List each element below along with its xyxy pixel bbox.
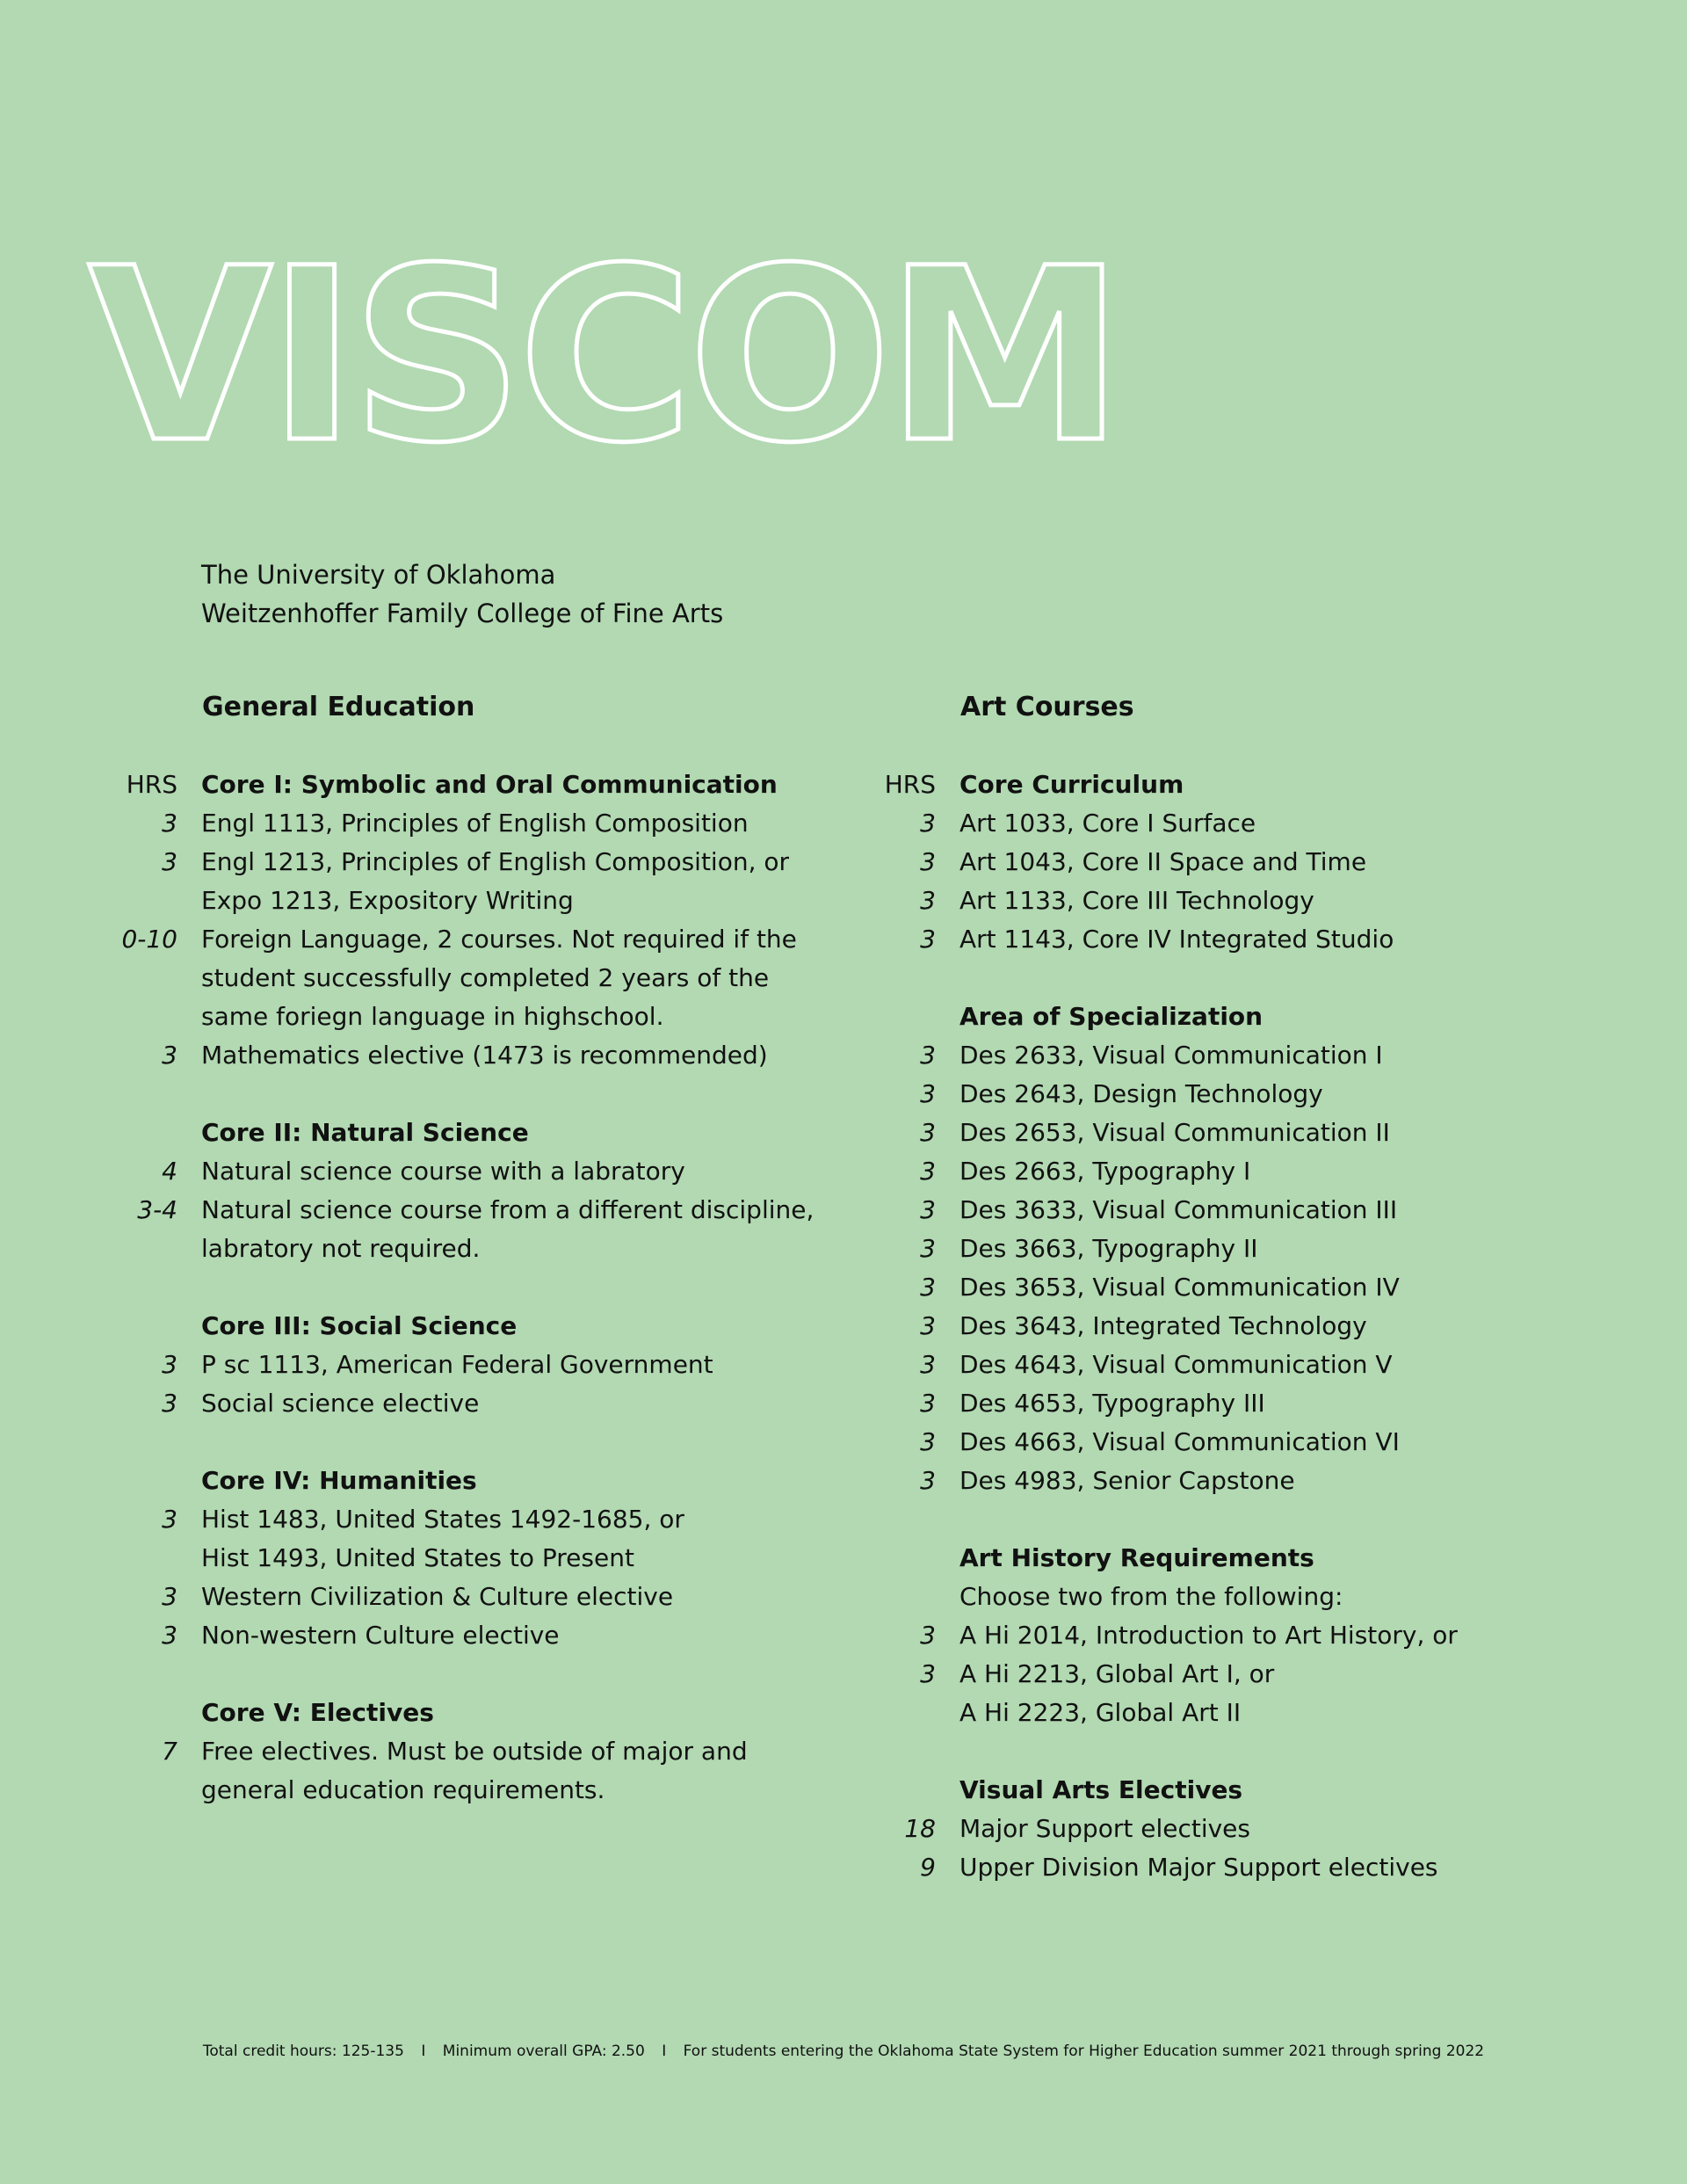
course-text: Des 4643, Visual Communication V bbox=[959, 1350, 1393, 1379]
section-subheading-row bbox=[115, 1694, 836, 1732]
art-courses-list bbox=[873, 765, 1594, 1887]
course-text: P sc 1113, American Federal Government bbox=[201, 1350, 713, 1379]
course-row bbox=[873, 1152, 1594, 1191]
course-row bbox=[873, 1346, 1594, 1384]
credit-hours: 3 bbox=[162, 809, 177, 838]
course-row bbox=[115, 1500, 836, 1539]
section-subheading-row bbox=[873, 998, 1594, 1036]
credit-hours: 3 bbox=[920, 1234, 936, 1263]
course-row bbox=[115, 843, 836, 882]
credit-hours: 3 bbox=[920, 925, 936, 954]
course-text: Engl 1113, Principles of English Composition bbox=[201, 809, 749, 838]
credit-hours bbox=[115, 1462, 177, 1500]
section-spacer bbox=[873, 959, 1594, 998]
course-text: Upper Division Major Support electives bbox=[959, 1853, 1438, 1882]
page-title: VISCOM bbox=[88, 218, 1119, 496]
course-row bbox=[115, 1230, 836, 1268]
course-row bbox=[115, 804, 836, 843]
course-text: labratory not required. bbox=[201, 1234, 481, 1263]
course-row bbox=[115, 959, 836, 998]
footer-note: For students entering the Oklahoma State System for Higher Education summer 2021 through spring 2022 bbox=[683, 2043, 1485, 2060]
credit-hours bbox=[873, 1539, 936, 1578]
course-row bbox=[115, 1036, 836, 1075]
section-subheading: Visual Arts Electives bbox=[959, 1775, 1243, 1804]
institution-block bbox=[201, 555, 723, 633]
footer-gpa: Minimum overall GPA: 2.50 bbox=[442, 2043, 645, 2060]
course-row bbox=[873, 1694, 1594, 1732]
course-text: Foreign Language, 2 courses. Not required if the bbox=[201, 925, 797, 954]
course-row bbox=[873, 1191, 1594, 1230]
course-text: Expo 1213, Expository Writing bbox=[201, 886, 574, 915]
credit-hours: 9 bbox=[920, 1853, 936, 1882]
section-subheading: Core III: Social Science bbox=[201, 1311, 518, 1340]
section-subheading: Core II: Natural Science bbox=[201, 1118, 529, 1147]
course-text: same foriegn language in highschool. bbox=[201, 1002, 664, 1031]
course-text: Choose two from the following: bbox=[959, 1582, 1343, 1611]
credit-hours bbox=[115, 1114, 177, 1152]
credit-hours bbox=[115, 1694, 177, 1732]
section-subheading-row bbox=[115, 1114, 836, 1152]
institution-name: The University of Oklahoma bbox=[201, 560, 556, 590]
course-text: Des 3633, Visual Communication III bbox=[959, 1195, 1398, 1224]
course-text: Engl 1213, Principles of English Composition, or bbox=[201, 847, 790, 876]
section-subheading: Core Curriculum bbox=[959, 770, 1184, 799]
course-row bbox=[873, 1075, 1594, 1114]
credit-hours: 18 bbox=[904, 1814, 936, 1843]
course-row bbox=[115, 1771, 836, 1810]
course-text: Des 2663, Typography I bbox=[959, 1157, 1251, 1186]
credit-hours: 3 bbox=[162, 847, 177, 876]
credit-hours bbox=[873, 1771, 936, 1810]
course-row bbox=[873, 920, 1594, 959]
credit-hours bbox=[115, 1307, 177, 1346]
course-text: Western Civilization & Culture elective bbox=[201, 1582, 674, 1611]
course-text: Des 4663, Visual Communication VI bbox=[959, 1427, 1400, 1456]
course-row bbox=[873, 1616, 1594, 1655]
credit-hours: 3 bbox=[162, 1505, 177, 1534]
general-education-column bbox=[115, 688, 836, 1810]
course-row bbox=[873, 1423, 1594, 1462]
course-row bbox=[115, 998, 836, 1036]
course-text: A Hi 2213, Global Art I, or bbox=[959, 1659, 1275, 1688]
course-text: Hist 1493, United States to Present bbox=[201, 1543, 634, 1572]
course-row bbox=[873, 1578, 1594, 1616]
course-text: Des 3663, Typography II bbox=[959, 1234, 1258, 1263]
section-subheading: Core I: Symbolic and Oral Communication bbox=[201, 770, 778, 799]
course-text: Natural science course from a different discipline, bbox=[201, 1195, 815, 1224]
credit-hours bbox=[115, 998, 177, 1036]
credit-hours: 3 bbox=[920, 1157, 936, 1186]
course-text: Art 1143, Core IV Integrated Studio bbox=[959, 925, 1394, 954]
course-text: Art 1133, Core III Technology bbox=[959, 886, 1314, 915]
credit-hours: 3 bbox=[162, 1582, 177, 1611]
section-subheading-row bbox=[873, 1539, 1594, 1578]
section-subheading-row bbox=[873, 1771, 1594, 1810]
credit-hours bbox=[873, 1578, 936, 1616]
art-courses-column bbox=[873, 688, 1594, 1887]
credit-hours: 3 bbox=[920, 1118, 936, 1147]
course-text: Social science elective bbox=[201, 1389, 480, 1418]
credit-hours bbox=[873, 998, 936, 1036]
course-row bbox=[873, 1848, 1594, 1887]
credit-hours: 3 bbox=[162, 1389, 177, 1418]
section-subheading-row bbox=[115, 1307, 836, 1346]
course-row bbox=[115, 1152, 836, 1191]
course-text: general education requirements. bbox=[201, 1775, 605, 1804]
credit-hours: 3 bbox=[162, 1350, 177, 1379]
hours-column-label: HRS bbox=[126, 770, 177, 799]
section-subheading-row bbox=[115, 765, 836, 804]
footer-separator: I bbox=[421, 2043, 426, 2060]
course-text: Hist 1483, United States 1492-1685, or bbox=[201, 1505, 684, 1534]
course-row bbox=[873, 1268, 1594, 1307]
course-text: Des 2633, Visual Communication I bbox=[959, 1041, 1383, 1070]
course-row bbox=[873, 1810, 1594, 1848]
course-row bbox=[115, 882, 836, 920]
course-text: Non-western Culture elective bbox=[201, 1621, 560, 1650]
course-row bbox=[873, 1655, 1594, 1694]
credit-hours bbox=[873, 1694, 936, 1732]
course-text: Des 3653, Visual Communication IV bbox=[959, 1273, 1400, 1302]
footer bbox=[0, 2040, 1687, 2063]
course-row bbox=[115, 1346, 836, 1384]
credit-hours: 0-10 bbox=[121, 925, 177, 954]
credit-hours: 3 bbox=[920, 1621, 936, 1650]
credit-hours: 3 bbox=[920, 1427, 936, 1456]
course-text: Des 2653, Visual Communication II bbox=[959, 1118, 1390, 1147]
hours-column-label: HRS bbox=[884, 770, 936, 799]
credit-hours: 3 bbox=[920, 1350, 936, 1379]
section-spacer bbox=[115, 1655, 836, 1694]
course-text: Art 1043, Core II Space and Time bbox=[959, 847, 1367, 876]
course-row bbox=[873, 1384, 1594, 1423]
course-row bbox=[873, 1307, 1594, 1346]
course-row bbox=[873, 804, 1594, 843]
course-text: Natural science course with a labratory bbox=[201, 1157, 685, 1186]
credit-hours bbox=[115, 882, 177, 920]
credit-hours: 3 bbox=[920, 1079, 936, 1108]
course-row bbox=[115, 1616, 836, 1655]
section-spacer bbox=[873, 1732, 1594, 1771]
course-text: Des 4983, Senior Capstone bbox=[959, 1466, 1295, 1495]
course-row bbox=[115, 920, 836, 959]
course-row bbox=[115, 1578, 836, 1616]
course-row bbox=[115, 1384, 836, 1423]
course-row bbox=[873, 1462, 1594, 1500]
credit-hours bbox=[115, 959, 177, 998]
course-text: Free electives. Must be outside of major and bbox=[201, 1737, 748, 1766]
section-subheading: Area of Specialization bbox=[959, 1002, 1263, 1031]
course-text: student successfully completed 2 years of the bbox=[201, 963, 770, 992]
course-text: Des 4653, Typography III bbox=[959, 1389, 1265, 1418]
course-text: Mathematics elective (1473 is recommended) bbox=[201, 1041, 768, 1070]
credit-hours bbox=[115, 1771, 177, 1810]
credit-hours: 3 bbox=[162, 1621, 177, 1650]
credit-hours: 3 bbox=[162, 1041, 177, 1070]
course-text: Major Support electives bbox=[959, 1814, 1250, 1843]
credit-hours: 3 bbox=[920, 1659, 936, 1688]
general-education-list bbox=[115, 765, 836, 1810]
course-row bbox=[873, 1036, 1594, 1075]
credit-hours: 3 bbox=[920, 1041, 936, 1070]
credit-hours: 3 bbox=[920, 1195, 936, 1224]
credit-hours: 7 bbox=[162, 1737, 177, 1766]
course-row bbox=[115, 1191, 836, 1230]
footer-credit-hours: Total credit hours: 125-135 bbox=[202, 2043, 404, 2060]
college-name: Weitzenhoffer Family College of Fine Arts bbox=[201, 599, 724, 628]
credit-hours bbox=[115, 1230, 177, 1268]
section-subheading: Core V: Electives bbox=[201, 1698, 434, 1727]
course-row bbox=[873, 882, 1594, 920]
section-subheading-row bbox=[873, 765, 1594, 804]
course-row bbox=[115, 1539, 836, 1578]
course-row bbox=[873, 843, 1594, 882]
credit-hours bbox=[115, 1539, 177, 1578]
art-courses-heading: Art Courses bbox=[960, 692, 1134, 722]
course-text: Art 1033, Core I Surface bbox=[959, 809, 1256, 838]
course-row bbox=[115, 1732, 836, 1771]
section-spacer bbox=[115, 1075, 836, 1114]
section-spacer bbox=[115, 1423, 836, 1462]
credit-hours: 3 bbox=[920, 809, 936, 838]
credit-hours: 3 bbox=[920, 1389, 936, 1418]
credit-hours: 3 bbox=[920, 886, 936, 915]
course-text: Des 2643, Design Technology bbox=[959, 1079, 1323, 1108]
footer-separator: I bbox=[662, 2043, 667, 2060]
course-text: A Hi 2014, Introduction to Art History, or bbox=[959, 1621, 1458, 1650]
credit-hours: 3 bbox=[920, 1273, 936, 1302]
credit-hours: 3-4 bbox=[137, 1195, 177, 1224]
credit-hours: 4 bbox=[162, 1157, 177, 1186]
course-text: Des 3643, Integrated Technology bbox=[959, 1311, 1367, 1340]
section-subheading: Art History Requirements bbox=[959, 1543, 1314, 1572]
credit-hours: 3 bbox=[920, 847, 936, 876]
credit-hours: 3 bbox=[920, 1311, 936, 1340]
credit-hours: 3 bbox=[920, 1466, 936, 1495]
course-row bbox=[873, 1230, 1594, 1268]
course-row bbox=[873, 1114, 1594, 1152]
section-subheading: Core IV: Humanities bbox=[201, 1466, 477, 1495]
section-spacer bbox=[873, 1500, 1594, 1539]
section-spacer bbox=[115, 1268, 836, 1307]
general-education-heading: General Education bbox=[202, 692, 475, 722]
course-text: A Hi 2223, Global Art II bbox=[959, 1698, 1242, 1727]
section-subheading-row bbox=[115, 1462, 836, 1500]
